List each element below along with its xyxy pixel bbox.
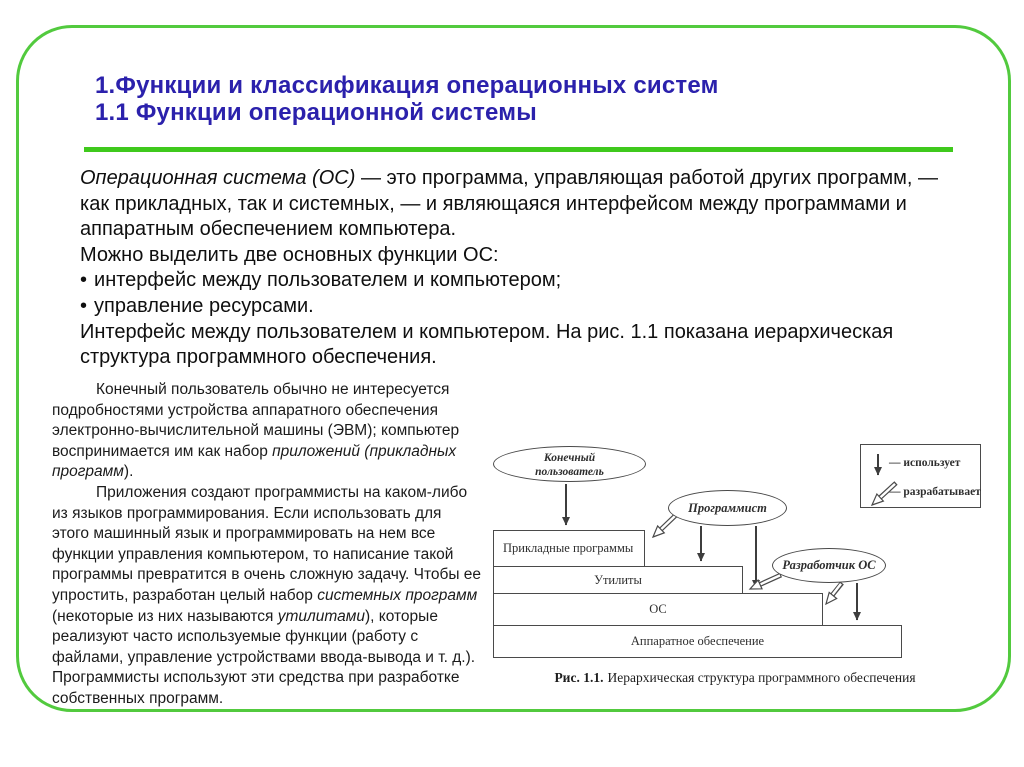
bullet-item-interface [80, 268, 938, 294]
bullet-marker: • [80, 269, 88, 292]
title-line-1: 1.Функции и классификация операционных систем [95, 72, 719, 99]
os-developer-ellipse: Разработчик ОС [772, 548, 886, 583]
figure-caption-text: Иерархическая структура программного обеспечения [607, 670, 916, 685]
programmer-ellipse: Программист [668, 490, 787, 526]
bullet-item-interface-label: интерфейс между пользователем и компьютером; [94, 269, 562, 292]
layer-utilities: Утилиты [493, 566, 743, 594]
legend-develops-label: — разрабатывает [889, 486, 981, 498]
figure-1-1 [485, 428, 985, 696]
paragraph-os-definition [80, 166, 938, 243]
layer-os: ОС [493, 593, 823, 626]
os-definition-rest: — это программа, управляющая работой других программ, — как прикладных, так и системных, — и являющаяся интерфейсом между программами и аппаратным обеспечением компьютера. [80, 167, 938, 241]
bullet-item-resources [80, 294, 938, 320]
figure-caption [485, 670, 985, 686]
paragraph-two-functions: Можно выделить две основных функции ОС: [80, 243, 499, 266]
paragraph-interface-intro: Интерфейс между пользователем и компьютером. На рис. 1.1 показана иерархическая структура программного обеспечения. [80, 320, 894, 369]
sidebar-paragraph-end-user: Конечный пользователь обычно не интересуется подробностями устройства аппаратного обеспечения электронно-вычислительной машины (ЭВМ); компьютер воспринимается им как набор приложений (прикладных программ). [52, 381, 460, 481]
sidebar-text-block [52, 380, 482, 710]
bullet-marker: • [80, 294, 88, 317]
os-term-italic: Операционная система (ОС) [80, 167, 356, 189]
bullet-item-resources-label: управление ресурсами. [94, 294, 314, 317]
figure-caption-number: Рис. 1.1. [554, 670, 604, 685]
sidebar-paragraph-applications: Приложения создают программисты на каком-либо из языков программирования. Если использовать для этого машинный язык и программировать на нем все функции управления компьютером, то написание такой программы превратится в очень сложную задачу. Чтобы ее упростить, разработан целый набор системных программ (некоторые из них называются утилитами), которые реализуют часто используемые функции (работу с файлами, управление устройствами ввода-вывода и т. д.). Программисты используют эти средства при разработке собственных программ. [52, 483, 482, 707]
layer-application-programs: Прикладные программы [493, 530, 645, 567]
end-user-ellipse [493, 446, 646, 482]
end-user-label-line1: Конечный [543, 452, 596, 464]
title-divider [84, 147, 953, 152]
page-title [95, 72, 719, 126]
legend-uses-label: — использует [889, 457, 961, 469]
end-user-label-line2: пользователь [535, 466, 604, 478]
main-text-block [80, 166, 938, 371]
layer-hardware: Аппаратное обеспечение [493, 625, 902, 658]
title-line-2: 1.1 Функции операционной системы [95, 99, 537, 126]
